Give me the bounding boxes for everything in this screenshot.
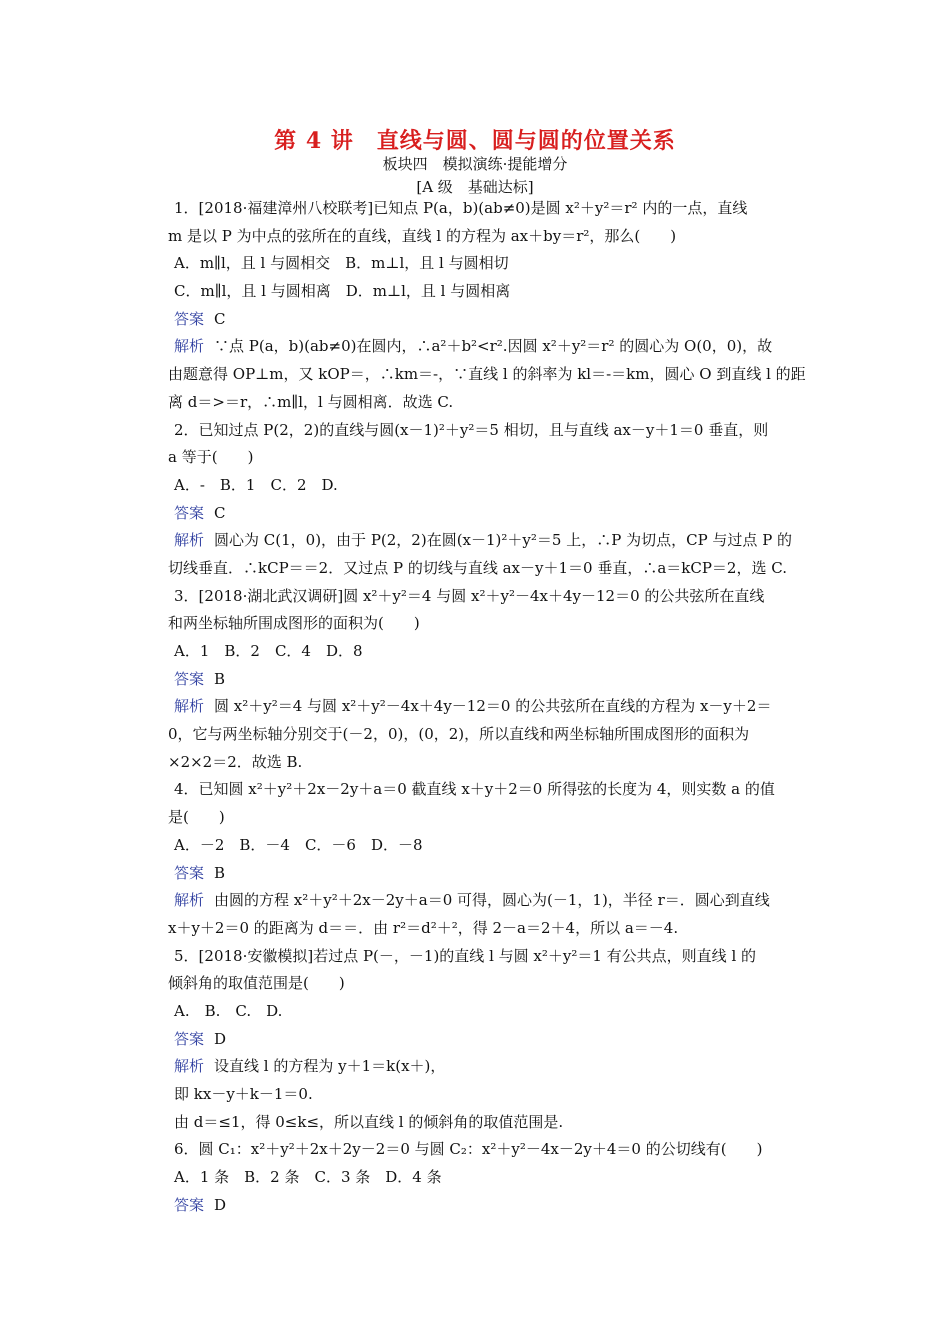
answer-line (168, 1026, 814, 1054)
answer-value: B (214, 863, 226, 882)
page-title: 第 4 讲 直线与圆、圆与圆的位置关系 (274, 128, 676, 154)
question-line: 是( ) (168, 808, 225, 827)
answer-line (168, 1192, 814, 1220)
question-line: 1．[2018·福建漳州八校联考]已知点 P(a，b)(ab≠0)是圆 x²＋y²＝r² 内的一点，直线 (174, 199, 748, 217)
option-line: A．1 条 B．2 条 C．3 条 D．4 条 (174, 1168, 442, 1187)
question-line: 6．圆 C₁：x²＋y²＋2x＋2y－2＝0 与圆 C₂：x²＋y²－4x－2y＋4＝0 的公切线有( ) (174, 1140, 763, 1159)
analysis-label: 解析 (174, 531, 205, 550)
analysis-label: 解析 (174, 337, 205, 356)
option-line: A. B. C. D. (174, 1001, 283, 1020)
option-line: A．m∥l，且 l 与圆相交 B．m⊥l，且 l 与圆相切 (174, 254, 509, 273)
level-heading: [A 级 基础达标] (416, 178, 534, 196)
answer-label: 答案 (174, 503, 205, 522)
section-subtitle: 板块四 模拟演练·提能增分 (382, 155, 568, 173)
question-line: 2．已知过点 P(2，2)的直线与圆(x－1)²＋y²＝5 相切，且与直线 ax－y＋1＝0 垂直，则 (174, 420, 769, 439)
question-line: 倾斜角的取值范围是( ) (168, 974, 345, 993)
solution-line (168, 887, 814, 915)
answer-value: C (214, 309, 226, 328)
answer-label: 答案 (174, 863, 205, 882)
answer-label: 答案 (174, 309, 205, 328)
option-line: A．1 B．2 C．4 D．8 (174, 642, 363, 660)
solution-line (168, 693, 814, 721)
solution-line: 离 d＝>＝r，∴m∥l，l 与圆相离．故选 C. (168, 392, 454, 411)
problem-list (168, 195, 814, 1219)
answer-value: D (214, 1195, 227, 1214)
solution-text: 圆心为 C(1，0)，由于 P(2，2)在圆(x－1)²＋y²＝5 上，∴P 为切点，CP 与过点 P 的 (214, 531, 793, 550)
answer-label: 答案 (174, 1195, 205, 1214)
solution-line: 切线垂直．∴kCP＝＝2．又过点 P 的切线与直线 ax－y＋1＝0 垂直，∴a＝kCP＝2，选 C. (168, 558, 787, 577)
question-line: m 是以 P 为中点的弦所在的直线，直线 l 的方程为 ax＋by＝r²，那么( ) (168, 226, 677, 245)
answer-label: 答案 (174, 1029, 205, 1048)
answer-line (168, 500, 814, 528)
answer-line (168, 306, 814, 334)
answer-line (168, 666, 814, 694)
answer-value: B (214, 669, 226, 688)
analysis-label: 解析 (174, 891, 205, 910)
solution-text: 由圆的方程 x²＋y²＋2x－2y＋a＝0 可得，圆心为(－1，1)，半径 r＝．圆心到直线 (214, 891, 770, 910)
answer-value: C (214, 503, 226, 522)
option-line: A．－2 B．－4 C．－6 D．－8 (174, 835, 423, 854)
option-line: C．m∥l，且 l 与圆相离 D．m⊥l，且 l 与圆相离 (174, 282, 511, 301)
solution-line: ×2×2＝2．故选 B. (168, 752, 303, 771)
analysis-label: 解析 (174, 697, 205, 716)
analysis-label: 解析 (174, 1057, 205, 1076)
question-line: 3．[2018·湖北武汉调研]圆 x²＋y²＝4 与圆 x²＋y²－4x＋4y－12＝0 的公共弦所在直线 (174, 586, 765, 605)
solution-line: 0，它与两坐标轴分别交于(－2，0)，(0，2)，所以直线和两坐标轴所围成图形的面积为 (168, 725, 750, 744)
solution-line: 由题意得 OP⊥m，又 kOP＝，∴km＝-，∵直线 l 的斜率为 kl＝-＝km，圆心 O 到直线 l 的距 (168, 365, 806, 384)
solution-line (168, 527, 814, 555)
solution-line (168, 1053, 814, 1081)
question-line: 和两坐标轴所围成图形的面积为( ) (168, 614, 420, 633)
solution-line: 即 kx－y＋k－1＝0. (174, 1085, 313, 1103)
solution-text: ∵点 P(a，b)(ab≠0)在圆内，∴a²＋b²<r².因圆 x²＋y²＝r² 的圆心为 O(0，0)，故 (214, 337, 773, 356)
answer-value: D (214, 1029, 227, 1048)
solution-text: 设直线 l 的方程为 y＋1＝k(x＋)， (214, 1057, 446, 1076)
solution-line (168, 333, 814, 361)
solution-text: 圆 x²＋y²＝4 与圆 x²＋y²－4x＋4y－12＝0 的公共弦所在直线的方程为 x－y＋2＝ (214, 697, 772, 716)
solution-line: 由 d＝≤1，得 0≤k≤，所以直线 l 的倾斜角的取值范围是. (174, 1112, 564, 1131)
question-line: a 等于( ) (168, 448, 254, 467)
answer-line (168, 860, 814, 888)
question-line: 4．已知圆 x²＋y²＋2x－2y＋a＝0 截直线 x＋y＋2＝0 所得弦的长度为 4，则实数 a 的值 (174, 780, 775, 799)
option-line: A．- B．1 C．2 D. (174, 475, 338, 494)
question-line: 5．[2018·安徽模拟]若过点 P(－，－1)的直线 l 与圆 x²＋y²＝1 有公共点，则直线 l 的 (174, 946, 757, 965)
solution-line: x＋y＋2＝0 的距离为 d＝＝．由 r²＝d²＋²，得 2－a＝2＋4，所以 a＝－4. (168, 918, 679, 937)
answer-label: 答案 (174, 669, 205, 688)
